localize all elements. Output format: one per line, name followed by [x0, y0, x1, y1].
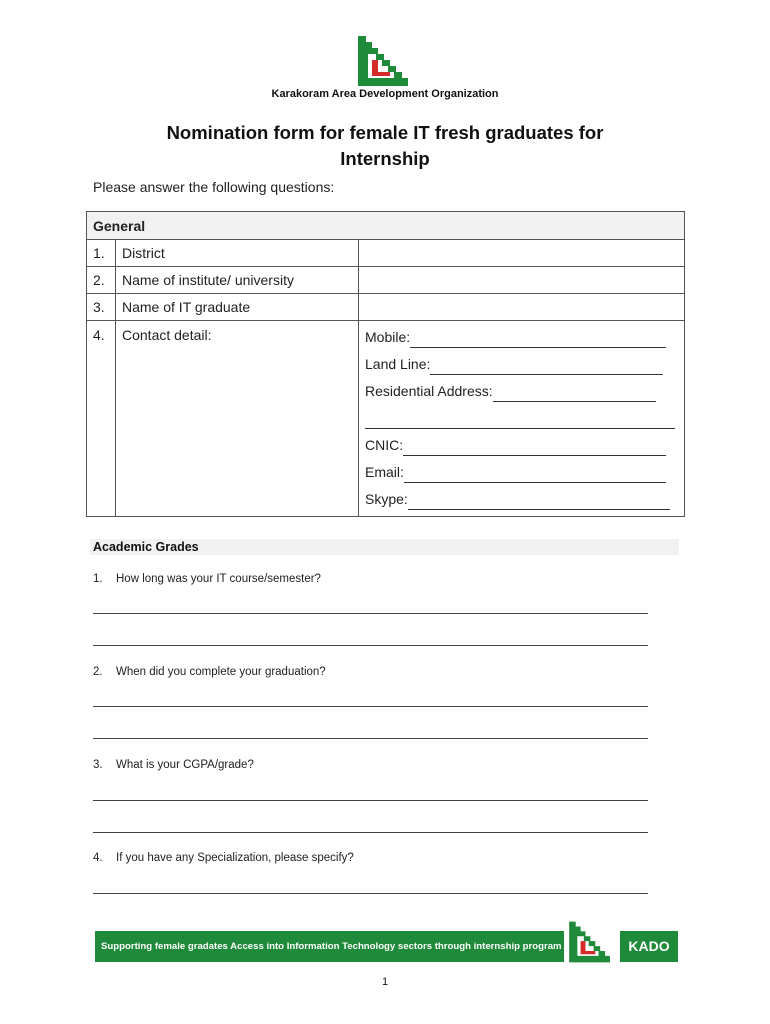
kado-brand: KADO [620, 931, 678, 962]
row-number: 3. [87, 294, 116, 321]
question-text: What is your CGPA/grade? [116, 759, 254, 771]
academic-grades-heading: Academic Grades [90, 539, 679, 555]
answer-line[interactable] [93, 832, 648, 833]
skype-label: Skype: [365, 491, 408, 507]
answer-line[interactable] [93, 645, 648, 646]
form-title [80, 120, 690, 172]
graduate-name-label: Name of IT graduate [116, 294, 359, 321]
kado-logo [356, 34, 416, 88]
institute-field[interactable] [359, 267, 685, 294]
answer-line[interactable] [93, 893, 648, 894]
skype-field[interactable] [365, 489, 678, 516]
fill-line [403, 439, 666, 456]
question-3 [93, 759, 254, 771]
fill-line [493, 385, 656, 402]
footer-banner: Supporting female gradates Access into Information Technology sectors through internship program [95, 931, 564, 962]
question-2 [93, 666, 326, 678]
cnic-field[interactable] [365, 435, 678, 462]
landline-label: Land Line: [365, 356, 431, 372]
table-row [87, 294, 685, 321]
table-row [87, 321, 685, 517]
row-number: 4. [87, 321, 116, 517]
graduate-name-field[interactable] [359, 294, 685, 321]
address-label: Residential Address: [365, 383, 493, 399]
fill-line [404, 466, 666, 483]
fill-line [365, 412, 675, 429]
row-number: 2. [87, 267, 116, 294]
general-heading: General [87, 212, 685, 240]
address-field[interactable] [365, 381, 678, 408]
district-field[interactable] [359, 240, 685, 267]
question-number: 1. [93, 573, 103, 585]
form-title-line1: Nomination form for female IT fresh graduates for [166, 122, 604, 143]
fill-line [430, 358, 663, 375]
answer-line[interactable] [93, 800, 648, 801]
organization-name: Karakoram Area Development Organization [271, 88, 499, 100]
row-number: 1. [87, 240, 116, 267]
question-text: When did you complete your graduation? [116, 666, 326, 678]
intro-text: Please answer the following questions: [93, 179, 335, 195]
address-field-line2[interactable] [365, 408, 678, 435]
table-row [87, 267, 685, 294]
kado-logo-footer [566, 920, 618, 964]
answer-line[interactable] [93, 613, 648, 614]
email-field[interactable] [365, 462, 678, 489]
fill-line [408, 493, 670, 510]
question-text: How long was your IT course/semester? [116, 573, 321, 585]
table-row [87, 240, 685, 267]
mobile-field[interactable] [365, 327, 678, 354]
form-title-line2: Internship [340, 148, 430, 169]
contact-label: Contact detail: [116, 321, 359, 517]
question-number: 2. [93, 666, 103, 678]
answer-line[interactable] [93, 706, 648, 707]
institute-label: Name of institute/ university [116, 267, 359, 294]
question-1 [93, 573, 321, 585]
question-number: 4. [93, 852, 103, 864]
mobile-label: Mobile: [365, 329, 411, 345]
contact-fields [359, 321, 685, 517]
question-number: 3. [93, 759, 103, 771]
answer-line[interactable] [93, 738, 648, 739]
cnic-label: CNIC: [365, 437, 404, 453]
fill-line [410, 331, 666, 348]
general-table [86, 211, 685, 517]
question-4 [93, 852, 354, 864]
page-number: 1 [381, 976, 389, 988]
question-text: If you have any Specialization, please specify? [116, 852, 354, 864]
district-label: District [116, 240, 359, 267]
email-label: Email: [365, 464, 404, 480]
landline-field[interactable] [365, 354, 678, 381]
